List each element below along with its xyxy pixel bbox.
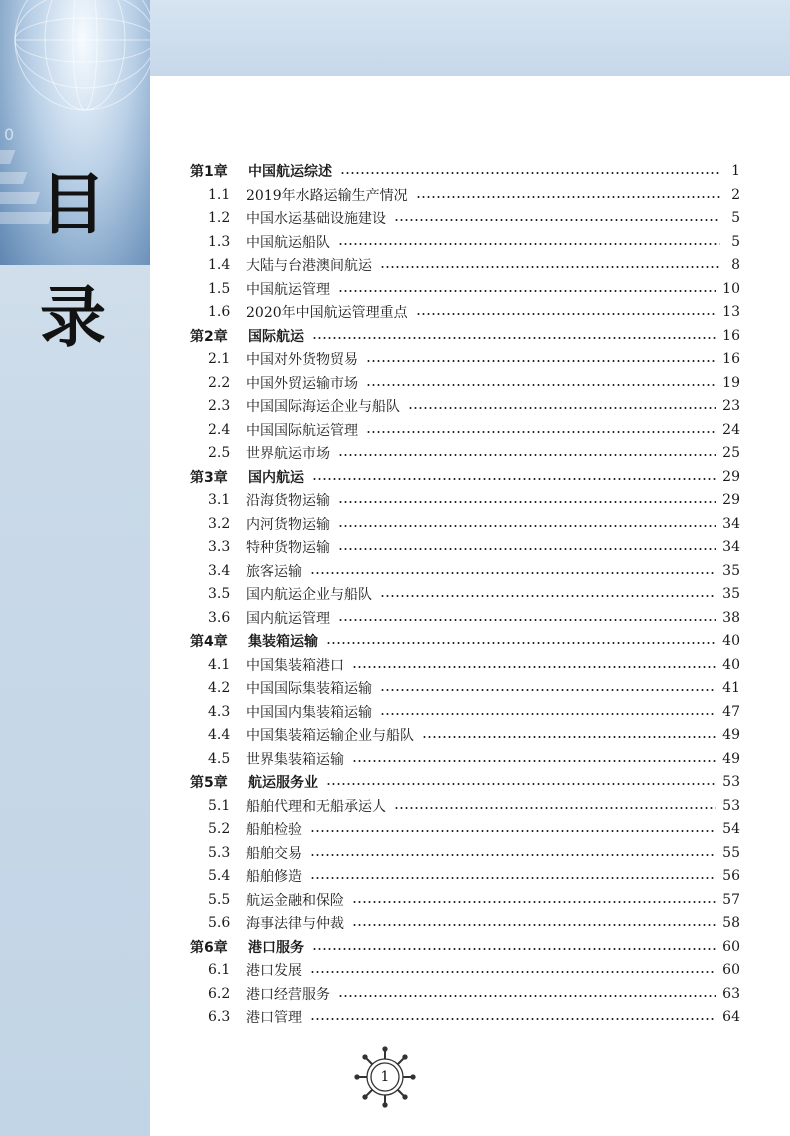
toc-entry-number: 4.2: [208, 680, 231, 696]
toc-entry-page: 60: [722, 962, 740, 978]
toc-entry-title: 世界航运市场: [246, 446, 330, 462]
dot-leader: [338, 501, 716, 503]
dot-leader: [380, 595, 716, 597]
dot-leader: [338, 454, 716, 456]
toc-entry-number: 5.4: [208, 868, 231, 884]
toc-entry-number: 6.3: [208, 1009, 231, 1025]
toc-entry-page: 24: [722, 421, 740, 438]
dot-leader: [394, 807, 716, 809]
dot-leader: [310, 1018, 716, 1020]
toc-entry-number: 4.3: [208, 703, 231, 720]
toc-entry-title: 港口经营服务: [246, 986, 330, 1003]
toc-section-row: [190, 560, 740, 582]
toc-entry-title: 国内航运: [248, 469, 304, 486]
dot-leader: [310, 877, 716, 879]
dot-leader: [338, 290, 716, 292]
dot-leader: [408, 407, 716, 409]
toc-entry-page: 49: [722, 750, 740, 767]
toc-entry-title: 大陆与台港澳间航运: [246, 258, 372, 274]
toc-entry-page: 63: [722, 985, 740, 1002]
toc-entry-page: 53: [722, 797, 740, 814]
toc-entry-number: 4.4: [208, 727, 231, 743]
toc-entry-number: 4.5: [208, 750, 231, 767]
toc-section-row: [190, 654, 740, 676]
toc-entry-page: 54: [722, 821, 740, 837]
toc-entry-number: 1.2: [208, 210, 231, 226]
toc-entry-number: 第5章: [190, 775, 228, 791]
toc-entry-title: 国内航运管理: [246, 610, 330, 627]
toc-entry-title: 中国集装箱港口: [246, 657, 344, 674]
toc-section-row: [190, 207, 740, 229]
toc-entry-page: 58: [722, 915, 740, 931]
toc-entry-title: 航运金融和保险: [246, 892, 344, 909]
toc-entry-title: 2019年水路运输生产情况: [246, 187, 408, 204]
dot-leader: [352, 760, 716, 762]
toc-entry-title: 旅客运输: [246, 563, 302, 580]
toc-entry-number: 2.1: [208, 351, 231, 367]
toc-entry-title: 世界集装箱运输: [246, 751, 344, 768]
toc-entry-number: 1.4: [208, 257, 231, 273]
dot-leader: [338, 525, 716, 527]
toc-entry-title: 中国国内集装箱运输: [246, 704, 372, 721]
dot-leader: [380, 266, 720, 268]
page-number: 1: [380, 1069, 390, 1085]
toc-section-row: [190, 254, 740, 276]
toc-section-row: [190, 301, 740, 323]
toc-entry-number: 第1章: [190, 164, 228, 180]
toc-section-row: [190, 231, 740, 253]
toc-section-row: [190, 677, 740, 699]
toc-entry-title: 内河货物运输: [246, 516, 330, 533]
toc-entry-title: 港口服务: [248, 939, 304, 956]
top-decorative-band: [150, 0, 790, 76]
toc-entry-number: 5.6: [208, 915, 231, 931]
toc-entry-page: 49: [722, 727, 740, 743]
toc-entry-page: 40: [722, 633, 740, 649]
toc-entry-page: 53: [722, 774, 740, 790]
toc-entry-page: 8: [731, 257, 740, 273]
toc-entry-title: 中国国际集装箱运输: [246, 681, 372, 697]
toc-entry-number: 5.3: [208, 844, 231, 861]
toc-chapter-row: [190, 160, 740, 182]
toc-entry-page: 23: [722, 398, 740, 414]
dot-leader: [338, 995, 716, 997]
toc-entry-page: 5: [731, 233, 740, 250]
toc-section-row: [190, 583, 740, 605]
toc-entry-number: 3.6: [208, 609, 231, 626]
dot-leader: [310, 572, 716, 574]
toc-entry-page: 64: [722, 1009, 740, 1025]
dot-leader: [352, 924, 716, 926]
toc-section-row: [190, 278, 740, 300]
toc-chapter-row: [190, 630, 740, 652]
toc-entry-page: 2: [731, 186, 740, 203]
toc-entry-number: 2.5: [208, 445, 231, 461]
toc-entry-page: 41: [722, 680, 740, 696]
toc-entry-number: 1.1: [208, 186, 231, 203]
toc-entry-number: 第3章: [190, 469, 228, 486]
toc-entry-number: 2.4: [208, 421, 231, 438]
toc-section-row: [190, 372, 740, 394]
toc-entry-title: 中国国际航运管理: [246, 422, 358, 439]
toc-section-row: [190, 724, 740, 746]
toc-entry-title: 国际航运: [248, 328, 304, 345]
toc-entry-title: 中国集装箱运输企业与船队: [246, 728, 414, 744]
toc-entry-number: 4.1: [208, 656, 231, 673]
dot-leader: [380, 689, 716, 691]
heading-char-mu: 目: [40, 166, 106, 243]
heading-char-lu: 录: [40, 279, 106, 356]
toc-section-row: [190, 983, 740, 1005]
toc-entry-page: 60: [722, 938, 740, 955]
toc-section-row: [190, 607, 740, 629]
toc-section-row: [190, 442, 740, 464]
dot-leader: [352, 901, 716, 903]
dot-leader: [326, 642, 716, 644]
toc-entry-number: 3.3: [208, 539, 231, 555]
toc-entry-number: 第6章: [190, 939, 228, 956]
toc-entry-page: 34: [722, 539, 740, 555]
toc-section-row: [190, 395, 740, 417]
toc-entry-page: 19: [722, 374, 740, 391]
dot-leader: [352, 666, 716, 668]
toc-entry-number: 第4章: [190, 634, 228, 650]
toc-entry-title: 中国航运管理: [246, 281, 330, 298]
toc-entry-page: 55: [722, 844, 740, 861]
toc-section-row: [190, 701, 740, 723]
toc-entry-title: 船舶代理和无船承运人: [246, 798, 386, 815]
toc-entry-title: 国内航运企业与船队: [246, 587, 372, 603]
toc-entry-page: 40: [722, 656, 740, 673]
toc-entry-number: 1.3: [208, 233, 231, 250]
toc-entry-page: 5: [731, 210, 740, 226]
toc-section-row: [190, 959, 740, 981]
toc-entry-number: 3.4: [208, 562, 231, 579]
dot-leader: [416, 313, 717, 315]
toc-entry-page: 29: [722, 492, 740, 508]
dot-leader: [312, 478, 716, 480]
toc-entry-page: 13: [722, 304, 740, 320]
toc-chapter-row: [190, 466, 740, 488]
dot-leader: [366, 431, 716, 433]
toc-section-row: [190, 818, 740, 840]
toc-section-row: [190, 889, 740, 911]
toc-entry-number: 2.3: [208, 398, 231, 414]
toc-entry-number: 6.2: [208, 985, 231, 1002]
toc-section-row: [190, 1006, 740, 1028]
toc-entry-number: 第2章: [190, 328, 228, 345]
toc-entry-page: 35: [722, 586, 740, 602]
dot-leader: [338, 619, 716, 621]
toc-entry-title: 船舶修造: [246, 869, 302, 885]
toc-entry-number: 5.5: [208, 891, 231, 908]
toc-entry-title: 集装箱运输: [248, 634, 318, 650]
dot-leader: [338, 243, 720, 245]
toc-section-row: [190, 348, 740, 370]
toc-entry-number: 5.1: [208, 797, 231, 814]
toc-entry-number: 5.2: [208, 821, 231, 837]
toc-chapter-row: [190, 771, 740, 793]
toc-section-row: [190, 748, 740, 770]
dot-leader: [416, 196, 720, 198]
toc-entry-title: 海事法律与仲裁: [246, 916, 344, 932]
toc-entry-number: 6.1: [208, 962, 231, 978]
toc-entry-title: 中国外贸运输市场: [246, 375, 358, 392]
dot-leader: [380, 713, 716, 715]
toc-section-row: [190, 912, 740, 934]
toc-entry-page: 25: [722, 445, 740, 461]
toc-section-row: [190, 865, 740, 887]
toc-entry-number: 1.6: [208, 304, 231, 320]
dot-leader: [366, 384, 716, 386]
toc-entry-page: 16: [722, 351, 740, 367]
toc-section-row: [190, 536, 740, 558]
toc-entry-page: 57: [722, 891, 740, 908]
toc-entry-title: 沿海货物运输: [246, 493, 330, 509]
toc-entry-page: 38: [722, 609, 740, 626]
toc-entry-title: 航运服务业: [248, 775, 318, 791]
toc-entry-page: 35: [722, 562, 740, 579]
toc-entry-title: 船舶检验: [246, 822, 302, 838]
dot-leader: [394, 219, 720, 221]
toc-section-row: [190, 513, 740, 535]
dot-leader: [366, 360, 716, 362]
dot-leader: [326, 783, 716, 785]
toc-entry-page: 47: [722, 703, 740, 720]
toc-entry-title: 港口管理: [246, 1010, 302, 1026]
toc-entry-number: 2.2: [208, 374, 231, 391]
toc-entry-page: 1: [731, 163, 740, 179]
toc-entry-title: 中国国际海运企业与船队: [246, 399, 400, 415]
toc-section-row: [190, 489, 740, 511]
toc-entry-number: 3.2: [208, 515, 231, 532]
toc-entry-title: 2020年中国航运管理重点: [246, 305, 408, 321]
dot-leader: [312, 948, 716, 950]
toc-entry-title: 中国水运基础设施建设: [246, 211, 386, 227]
toc-entry-title: 港口发展: [246, 963, 302, 979]
toc-chapter-row: [190, 936, 740, 958]
toc-section-row: [190, 419, 740, 441]
dot-leader: [340, 172, 720, 174]
dot-leader: [310, 830, 716, 832]
toc-entry-title: 中国航运综述: [248, 164, 332, 180]
toc-section-row: [190, 842, 740, 864]
toc-entry-page: 56: [722, 868, 740, 884]
toc-section-row: [190, 184, 740, 206]
svg-text:0: 0: [4, 125, 15, 144]
toc-entry-number: 3.5: [208, 586, 231, 602]
toc-entry-page: 29: [722, 468, 740, 485]
toc-entry-page: 10: [722, 280, 740, 297]
toc-section-row: [190, 795, 740, 817]
toc-entry-number: 1.5: [208, 280, 231, 297]
toc-entry-title: 特种货物运输: [246, 540, 330, 556]
dot-leader: [310, 971, 716, 973]
toc-entry-number: 3.1: [208, 492, 231, 508]
dot-leader: [422, 736, 716, 738]
toc-entry-title: 中国对外货物贸易: [246, 352, 358, 368]
dot-leader: [338, 548, 716, 550]
toc-entry-page: 16: [722, 327, 740, 344]
toc-entry-title: 船舶交易: [246, 845, 302, 862]
toc-entry-title: 中国航运船队: [246, 234, 330, 251]
toc-chapter-row: [190, 325, 740, 347]
toc-entry-page: 34: [722, 515, 740, 532]
dot-leader: [312, 337, 716, 339]
dot-leader: [310, 854, 716, 856]
